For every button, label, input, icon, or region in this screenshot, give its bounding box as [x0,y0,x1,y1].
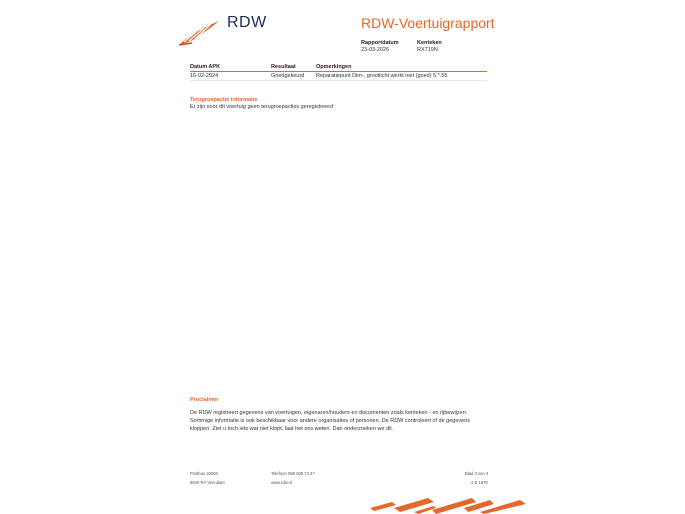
rdw-logo-icon [178,20,220,46]
disclaimer-line-1: De RDW registreert gegevens van voertuigen, eigenaren/houders en documenten zoals kenteken - en rijbewijzen. [190,410,468,416]
footer-decoration-stripes [370,496,530,514]
disclaimer-line-2: Sommige informatie is ook beschikbaar voor andere organisaties of personen. De RDW controleert of de gegevens [190,418,471,424]
row-remarks: Reparatiepunt Dim-, grootlicht werkt niet (goed) 5.*.55 [316,73,448,79]
disclaimer-title: Proclaimer [190,397,219,403]
table-row-rule [190,80,487,81]
report-date-value: 23-03-2026 [361,47,390,53]
plate-value: RX719N [417,47,438,53]
footer-code: 2 E 1679 [471,480,488,485]
column-header-date: Datum APK [190,64,221,70]
table-header-rule [190,71,487,72]
logo-text: RDW [227,14,267,31]
recall-text: Er zijn voor dit voertuig geen terugroepacties geregistreerd [190,104,334,110]
row-result: Goedgekeurd [271,73,305,79]
footer-page-number: Blad 3 van 3 [465,471,489,476]
footer-web: www.rdw.nl [271,480,292,485]
column-header-remarks: Opmerkingen [316,64,352,70]
recall-title: Terugroepactie informatie [190,97,258,103]
footer-postbus: Postbus 30000 [190,471,218,476]
footer-phone: Telefoon 088 008 74 47 [271,471,315,476]
footer-city: 9640 RA Veendam [190,480,225,485]
report-date-label: Rapportdatum [361,40,399,46]
disclaimer-line-3: kloppen. Ziet u toch iets wat niet klopt, laat het ons weten. Dan onderzoeken we dit. [190,426,394,432]
column-header-result: Resultaat [271,64,296,70]
plate-label: Kenteken [417,40,442,46]
row-date: 16-02-2024 [190,73,219,79]
document-title: RDW-Voertuigrapport [361,15,495,31]
